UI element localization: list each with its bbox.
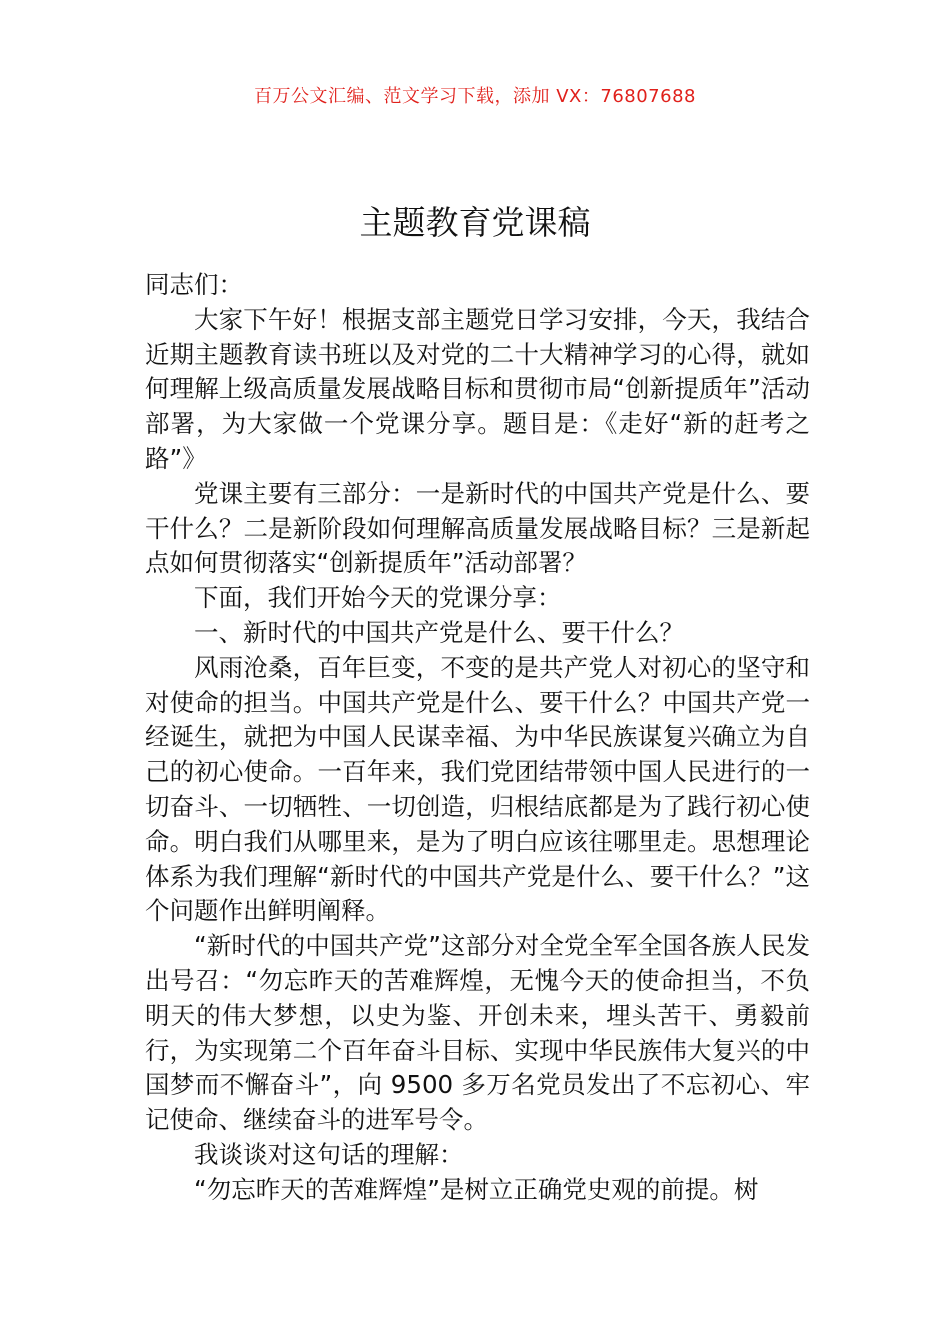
document-body bbox=[145, 268, 810, 1208]
paragraph: 下面，我们开始今天的党课分享： bbox=[194, 583, 562, 613]
section-heading: 一、新时代的中国共产党是什么、要干什么？ bbox=[194, 617, 684, 647]
paragraph: 我谈谈对这句话的理解： bbox=[194, 1139, 464, 1169]
salutation: 同志们： bbox=[145, 270, 243, 299]
paragraph: 党课主要有三部分：一是新时代的中国共产党是什么、要干什么？二是新阶段如何理解高质量发展战略目标？三是新起点如何贯彻落实“创新提质年”活动部署？ bbox=[145, 478, 810, 578]
paragraph: 大家下午好！根据支部主题党日学习安排，今天，我结合近期主题教育读书班以及对党的二十大精神学习的心得，就如何理解上级高质量发展战略目标和贯彻市局“创新提质年”活动部署，为大家做一个党课分享。题目是：《走好“新的赶考之路”》 bbox=[145, 304, 810, 473]
document-title: 主题教育党课稿 bbox=[359, 203, 591, 243]
paragraph: “勿忘昨天的苦难辉煌”是树立正确党史观的前提。树 bbox=[194, 1174, 759, 1204]
paragraph: 风雨沧桑，百年巨变，不变的是共产党人对初心的坚守和对使命的担当。中国共产党是什么、要干什么？中国共产党一经诞生，就把为中国人民谋幸福、为中华民族谋复兴确立为自己的初心使命。一百年来，我们党团结带领中国人民进行的一切奋斗、一切牺牲、一切创造，归根结底都是为了践行初心使命。明白我们从哪里来，是为了明白应该往哪里走。思想理论体系为我们理解“新时代的中国共产党是什么、要干什么？”这个问题作出鲜明阐释。 bbox=[145, 652, 810, 926]
paragraph: “新时代的中国共产党”这部分对全党全军全国各族人民发出号召：“勿忘昨天的苦难辉煌，无愧今天的使命担当，不负明天的伟大梦想，以史为鉴、开创未来，埋头苦干、勇毅前行，为实现第二个百年奋斗目标、实现中华民族伟大复兴的中国梦而不懈奋斗”，向 9500 多万名党员发出了不忘初心、牢记使命、继续奋斗的进军号令。 bbox=[145, 931, 810, 1135]
header-watermark-note: 百万公文汇编、范文学习下载，添加 VX：76807688 bbox=[254, 86, 696, 107]
